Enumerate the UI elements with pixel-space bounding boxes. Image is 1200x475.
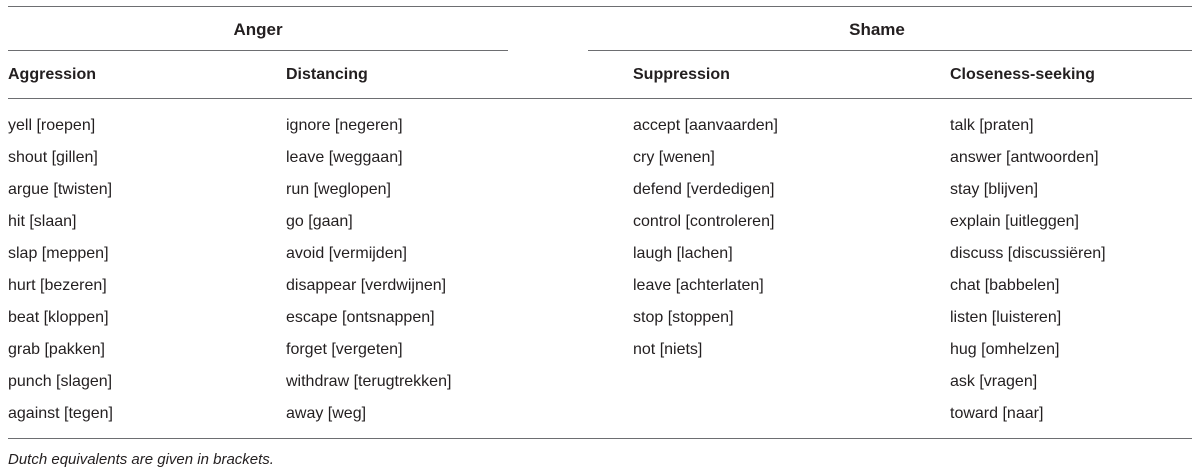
table-cell: forget [vergeten] <box>286 341 403 358</box>
table-cell: explain [uitleggen] <box>950 213 1079 230</box>
table-cell: run [weglopen] <box>286 181 391 198</box>
header-rule <box>8 98 1192 99</box>
table-cell: ignore [negeren] <box>286 117 403 134</box>
table-cell: hit [slaan] <box>8 213 77 230</box>
table-cell: stay [blijven] <box>950 181 1039 198</box>
table-footnote: Dutch equivalents are given in brackets. <box>8 451 274 468</box>
table-cell: control [controleren] <box>633 213 775 230</box>
table-cell: against [tegen] <box>8 405 113 422</box>
table-cell: escape [ontsnappen] <box>286 309 435 326</box>
table-cell: laugh [lachen] <box>633 245 733 262</box>
group-header-shame: Shame <box>849 20 905 39</box>
group-header-anger: Anger <box>233 20 283 39</box>
table-cell: ask [vragen] <box>950 373 1038 390</box>
table-cell: go [gaan] <box>286 213 353 230</box>
bottom-rule <box>8 438 1192 439</box>
table-cell: accept [aanvaarden] <box>633 117 778 134</box>
table-cell: hug [omhelzen] <box>950 341 1060 358</box>
table-cell: shout [gillen] <box>8 149 98 166</box>
top-rule <box>8 6 1192 7</box>
table-cell: stop [stoppen] <box>633 309 734 326</box>
table-cell: answer [antwoorden] <box>950 149 1099 166</box>
table-cell: yell [roepen] <box>8 117 96 134</box>
column-header-distancing: Distancing <box>286 66 368 83</box>
table-cell: beat [kloppen] <box>8 309 109 326</box>
table-cell: slap [meppen] <box>8 245 109 262</box>
table-cell: listen [luisteren] <box>950 309 1062 326</box>
table-cell: disappear [verdwijnen] <box>286 277 447 294</box>
table-cell: defend [verdedigen] <box>633 181 775 198</box>
column-header-closeness-seeking: Closeness-seeking <box>950 66 1095 83</box>
table-cell: toward [naar] <box>950 405 1044 422</box>
column-header-aggression: Aggression <box>8 66 97 83</box>
table-cell: discuss [discussiëren] <box>950 245 1106 262</box>
table-cell: away [weg] <box>286 405 367 422</box>
table-cell: chat [babbelen] <box>950 277 1060 294</box>
anger-group-rule <box>8 50 508 51</box>
shame-group-rule <box>588 50 1192 51</box>
table-cell: talk [praten] <box>950 117 1034 134</box>
table-cell: grab [pakken] <box>8 341 105 358</box>
table-cell: hurt [bezeren] <box>8 277 107 294</box>
table-cell: avoid [vermijden] <box>286 245 407 262</box>
table-cell: withdraw [terugtrekken] <box>286 373 452 390</box>
table-cell: cry [wenen] <box>633 149 715 166</box>
column-header-suppression: Suppression <box>633 66 730 83</box>
table-cell: leave [weggaan] <box>286 149 403 166</box>
table-cell: leave [achterlaten] <box>633 277 764 294</box>
table-cell: argue [twisten] <box>8 181 113 198</box>
table-cell: punch [slagen] <box>8 373 113 390</box>
table-cell: not [niets] <box>633 341 703 358</box>
